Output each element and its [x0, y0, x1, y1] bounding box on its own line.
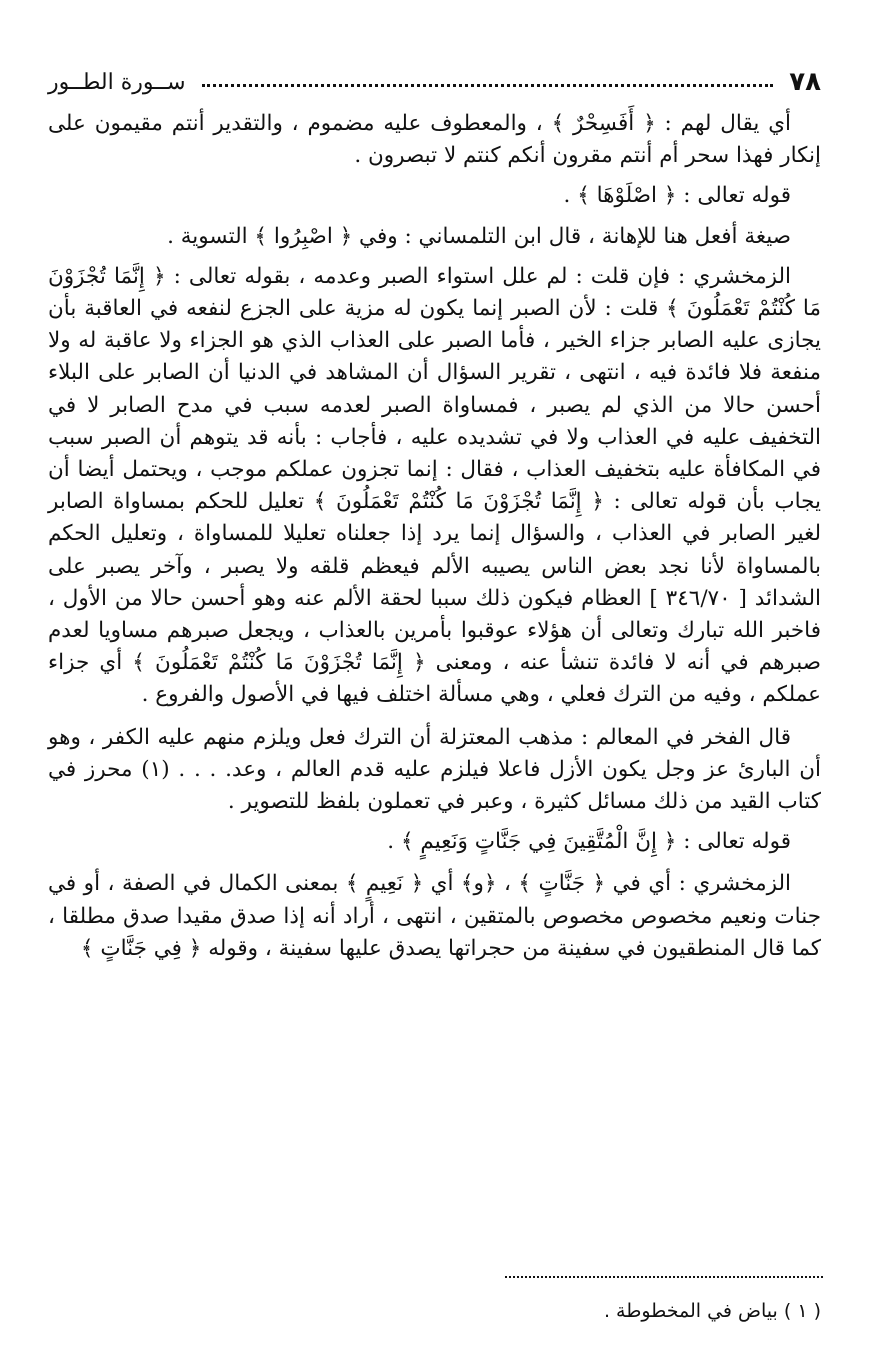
paragraph-5: قال الفخر في المعالم : مذهب المعتزلة أن الترك فعل ويلزم منهم عليه الكفر ، وهو أن البارئ عز وجل يكون الأزل فاعلا فيلزم عليه قدم العالم ، وعد. . . . (١) محرز في كتاب القيد من ذلك مسائل كثيرة ، وعبر في تعملون بلفظ للتصوير . — [48, 724, 821, 815]
page-number: ٧٨ — [789, 67, 821, 97]
paragraph-6: قوله تعالى : ﴿ إِنَّ الْمُتَّقِينَ فِي جَنَّاتٍ وَنَعِيمٍ ﴾ . — [387, 829, 791, 855]
page-header — [48, 62, 821, 102]
footnote: ( ١ ) بياض في المخطوطة . — [603, 1300, 821, 1322]
paragraph-2: قوله تعالى : ﴿ اصْلَوْهَا ﴾ . — [563, 183, 791, 209]
footnote-dotted-rule — [505, 1276, 823, 1278]
paragraph-7: الزمخشري : أي في ﴿ جَنَّاتٍ ﴾ ، ﴿و﴾ أي ﴿ نَعِيمٍ ﴾ بمعنى الكمال في الصفة ، أو في جنات ونعيم مخصوص مخصوص بالمتقين ، انتهى ، أراد أنه إذا صدق مقيدا صدق مطلقا ، كما قال المنطقيون في سفينة من حجراتها يصدق عليها سفينة ، وقوله ﴿ فِي جَنَّاتٍ ﴾ — [48, 871, 821, 961]
header-dotted-rule — [202, 84, 774, 87]
paragraph-3: صيغة أفعل هنا للإهانة ، قال ابن التلمساني : وفي ﴿ اصْبِرُوا ﴾ التسوية . — [167, 223, 791, 249]
page-body — [48, 108, 821, 965]
paragraph-4: الزمخشري : فإن قلت : لم علل استواء الصبر وعدمه ، بقوله تعالى : ﴿ إِنَّمَا تُجْزَوْنَ مَا كُنْتُمْ تَعْمَلُونَ ﴾ قلت : لأن الصبر إنما يكون له مزية على الجزع لنفعه في العاقبة بأن يجازى عليه الصابر جزاء الخير ، فأما الصبر على العذاب الذي هو الجزاء ولا عاقبة له ولا منفعة فلا فائدة فيه ، انتهى ، تقرير السؤال أن المشاهد في الدنيا أن الصابر على البلاء أحسن حالا من الذي لم يصبر ، فمساواة الصبر لعدمه سبب في مدح الصابر لا في التخفيف عليه في العذاب ولا في تشديده عليه ، فأجاب : بأنه قد يتوهم أن الصبر سبب في المكافأة عليه بتخفيف العذاب ، فقال : إنما تجزون عملكم موجب ، ويحتمل أيضا أن يجاب بأن قوله تعالى : ﴿ إِنَّمَا تُجْزَوْنَ مَا كُنْتُمْ تَعْمَلُونَ ﴾ تعليل للحكم بمساواة الصابر لغير الصابر في العذاب ، والسؤال إنما يرد إذا جعلناه تعليلا للمساواة ، وتعليل الحكم بالمساواة لأنا نجد بعض الناس يصيبه الألم فيعظم قلقه ولا يصبر ، وآخر يصبر على الشدائد [ ٣٤٦/٧٠ ] العظام فيكون ذلك سببا لحقة الألم عنه وهو أحسن حالا من الأول ، فاخبر الله تبارك وتعالى أن هؤلاء عوقبوا بأمرين بالعذاب ، ويجعل صبرهم مساويا لعدم صبرهم في أنه لا فائدة تنشأ عنه ، ومعنى ﴿ إِنَّمَا تُجْزَوْنَ مَا كُنْتُمْ تَعْمَلُونَ ﴾ أي جزاء عملكم ، وفيه من الترك فعلي ، وهي مسألة اختلف فيها في الأصول والفروع . — [48, 263, 821, 708]
surah-title: ســورة الطــور — [48, 69, 186, 95]
paragraph-1: أي يقال لهم : ﴿ أَفَسِحْرٌ ﴾ ، والمعطوف عليه مضموم ، والتقدير أنتم مقيمون على إنكار فهذا سحر أم أنتم مقرون أنكم كنتم لا تبصرون . — [48, 111, 821, 169]
